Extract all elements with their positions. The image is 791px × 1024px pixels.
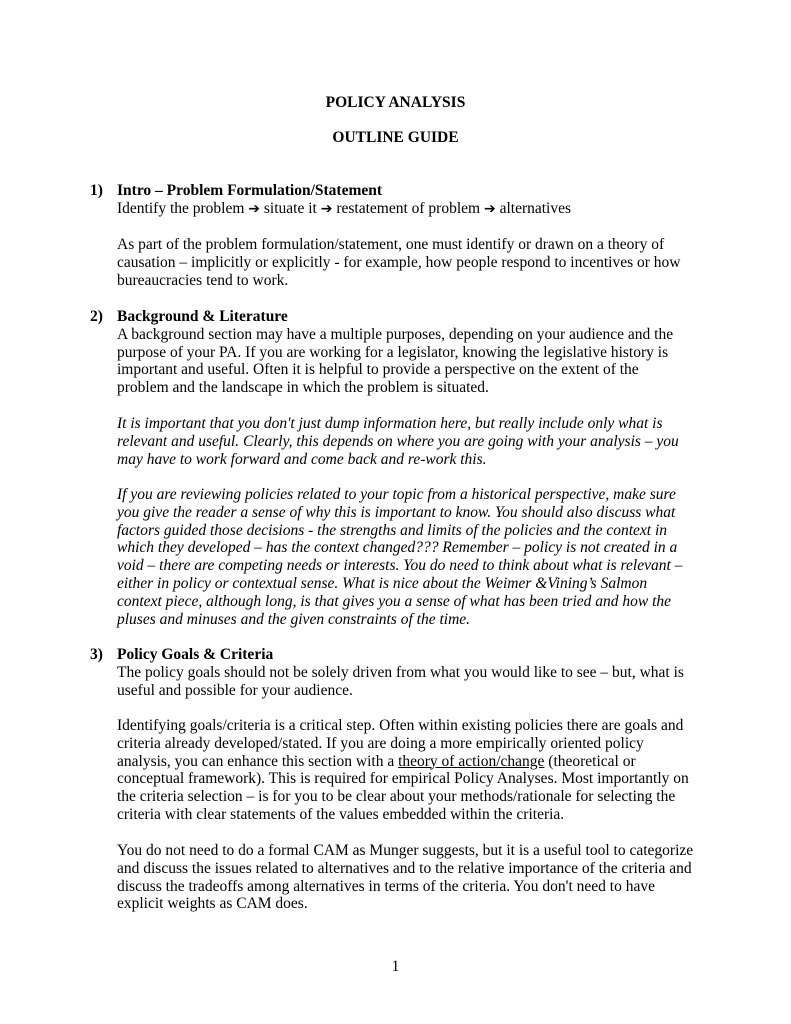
section-2-note-1 xyxy=(117,415,737,468)
text-line: which they developed – has the context changed??? Remember – policy is not created in a xyxy=(117,539,678,557)
text-line: causation – implicitly or explicitly - for example, how people respond to incentives or how xyxy=(117,253,681,271)
text-line: bureaucracies tend to work. xyxy=(117,271,289,289)
text-line: context piece, although long, is that gives you a sense of what has been tried and how the xyxy=(117,592,672,610)
page-number: 1 xyxy=(391,958,400,975)
text-line: discuss the tradeoffs among alternatives in terms of the criteria. You don't need to have xyxy=(117,877,655,895)
problem-flow xyxy=(117,200,737,219)
text-line: You do not need to do a formal CAM as Munger suggests, but it is a useful tool to categorize xyxy=(117,842,694,859)
text-line: criteria with clear statements of the values embedded within the criteria. xyxy=(117,805,565,823)
section-1-paragraph xyxy=(117,236,737,289)
text-line: the criteria selection – is for you to be clear about your methods/rationale for selecting the xyxy=(117,788,676,806)
flow-step: situate it xyxy=(263,199,317,217)
text-line: you give the reader a sense of why this is important to know. You should also discuss what xyxy=(117,503,676,521)
text-line: It is important that you don't just dump information here, but really include only what is xyxy=(117,415,663,432)
section-2-heading: Background & Literature xyxy=(117,308,288,325)
flow-step: restatement of problem xyxy=(336,199,481,217)
text-line: criteria already developed/stated. If you are doing a more empirically oriented policy xyxy=(117,734,644,752)
arrow-right-icon: ➔ xyxy=(248,200,261,217)
text-line: may have to work forward and come back and re-work this. xyxy=(117,450,487,468)
text-line: As part of the problem formulation/statement, one must identify or drawn on a theory of xyxy=(117,236,665,253)
text-line: useful and possible for your audience. xyxy=(117,681,353,699)
text-line: A background section may have a multiple purposes, depending on your audience and the xyxy=(117,325,674,343)
section-3-number: 3) xyxy=(90,646,103,663)
text-line: purpose of your PA. If you are working for a legislator, knowing the legislative history is xyxy=(117,343,669,361)
text-segment: analysis, you can enhance this section with a xyxy=(117,752,399,770)
text-line: important and useful. Often it is helpful to provide a perspective on the extent of the xyxy=(117,361,639,379)
section-1 xyxy=(117,182,737,219)
text-line: and discuss the issues related to alternatives and to the relative importance of the criteria and xyxy=(117,859,692,877)
text-line: The policy goals should not be solely driven from what you would like to see – but, what is xyxy=(117,663,684,681)
text-line: either in policy or contextual sense. What is nice about the Weimer &Vining’s Salmon xyxy=(117,574,648,592)
section-2-note-2 xyxy=(117,486,737,628)
text-line: pluses and minuses and the given constraints of the time. xyxy=(117,610,471,628)
flow-step: Identify the problem xyxy=(117,199,245,217)
text-line: problem and the landscape in which the problem is situated. xyxy=(117,379,489,397)
section-3-paragraph-3 xyxy=(117,842,737,913)
arrow-right-icon: ➔ xyxy=(320,200,333,217)
underlined-term: theory of action/change xyxy=(398,752,545,770)
document-title: POLICY ANALYSIS xyxy=(325,94,466,111)
arrow-right-icon: ➔ xyxy=(483,200,496,217)
flow-step: alternatives xyxy=(499,199,572,217)
text-line: factors guided those decisions - the strengths and limits of the policies and the context in xyxy=(117,521,668,539)
text-line: void – there are competing needs or interests. You do need to think about what is relevant – xyxy=(117,557,683,575)
text-line xyxy=(117,753,737,771)
text-line: Identifying goals/criteria is a critical step. Often within existing policies there are goals and xyxy=(117,717,684,734)
section-3 xyxy=(117,646,737,699)
text-line: relevant and useful. Clearly, this depends on where you are going with your analysis – you xyxy=(117,432,679,450)
text-line: explicit weights as CAM does. xyxy=(117,895,308,913)
document-subtitle: OUTLINE GUIDE xyxy=(332,129,459,146)
section-3-paragraph-2 xyxy=(117,717,737,824)
section-1-heading: Intro – Problem Formulation/Statement xyxy=(117,182,383,199)
text-line: If you are reviewing policies related to your topic from a historical perspective, make sure xyxy=(117,486,676,503)
section-3-heading: Policy Goals & Criteria xyxy=(117,646,274,663)
text-line: conceptual framework). This is required for empirical Policy Analyses. Most importantly on xyxy=(117,770,689,788)
text-segment: (theoretical or xyxy=(544,752,636,770)
section-1-number: 1) xyxy=(90,182,103,199)
section-2-number: 2) xyxy=(90,308,103,325)
section-2 xyxy=(117,308,737,397)
